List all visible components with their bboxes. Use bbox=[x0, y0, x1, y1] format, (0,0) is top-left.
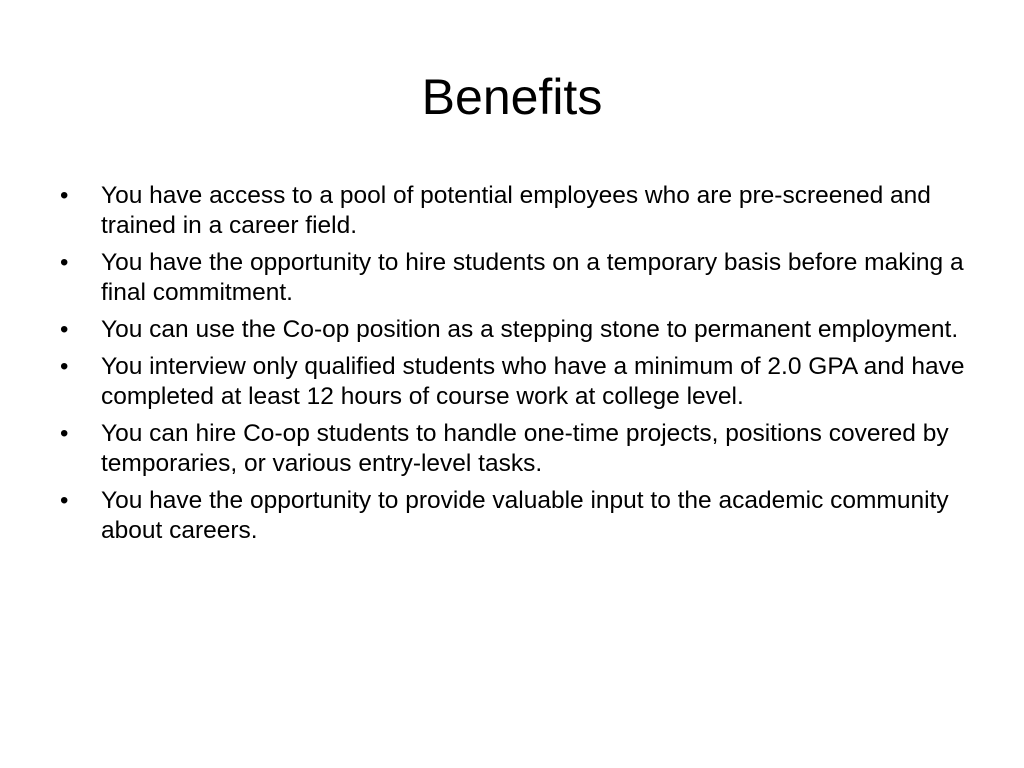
bullet-text: You have the opportunity to hire students on a temporary basis before making a final commitment. bbox=[101, 249, 964, 306]
bullet-icon: • bbox=[60, 249, 69, 276]
bullet-list bbox=[60, 181, 972, 553]
bullet-text: You interview only qualified students who have a minimum of 2.0 GPA and have completed at least 12 hours of course work at college level. bbox=[101, 353, 965, 410]
bullet-text: You can hire Co-op students to handle one-time projects, positions covered by temporaries, or various entry-level tasks. bbox=[101, 420, 949, 477]
bullet-icon: • bbox=[60, 353, 69, 380]
bullet-item bbox=[60, 352, 972, 412]
bullet-text: You can use the Co-op position as a stepping stone to permanent employment. bbox=[101, 316, 959, 343]
bullet-text: You have access to a pool of potential employees who are pre-screened and trained in a career field. bbox=[101, 182, 931, 239]
bullet-icon: • bbox=[60, 420, 69, 447]
bullet-icon: • bbox=[60, 487, 69, 514]
bullet-icon: • bbox=[60, 316, 69, 343]
bullet-item bbox=[60, 486, 972, 546]
bullet-item bbox=[60, 419, 972, 479]
bullet-text: You have the opportunity to provide valuable input to the academic community about careers. bbox=[101, 487, 949, 544]
bullet-item bbox=[60, 315, 972, 345]
bullet-icon: • bbox=[60, 182, 69, 209]
bullet-item bbox=[60, 181, 972, 241]
bullet-item bbox=[60, 248, 972, 308]
slide-title: Benefits bbox=[421, 69, 603, 125]
